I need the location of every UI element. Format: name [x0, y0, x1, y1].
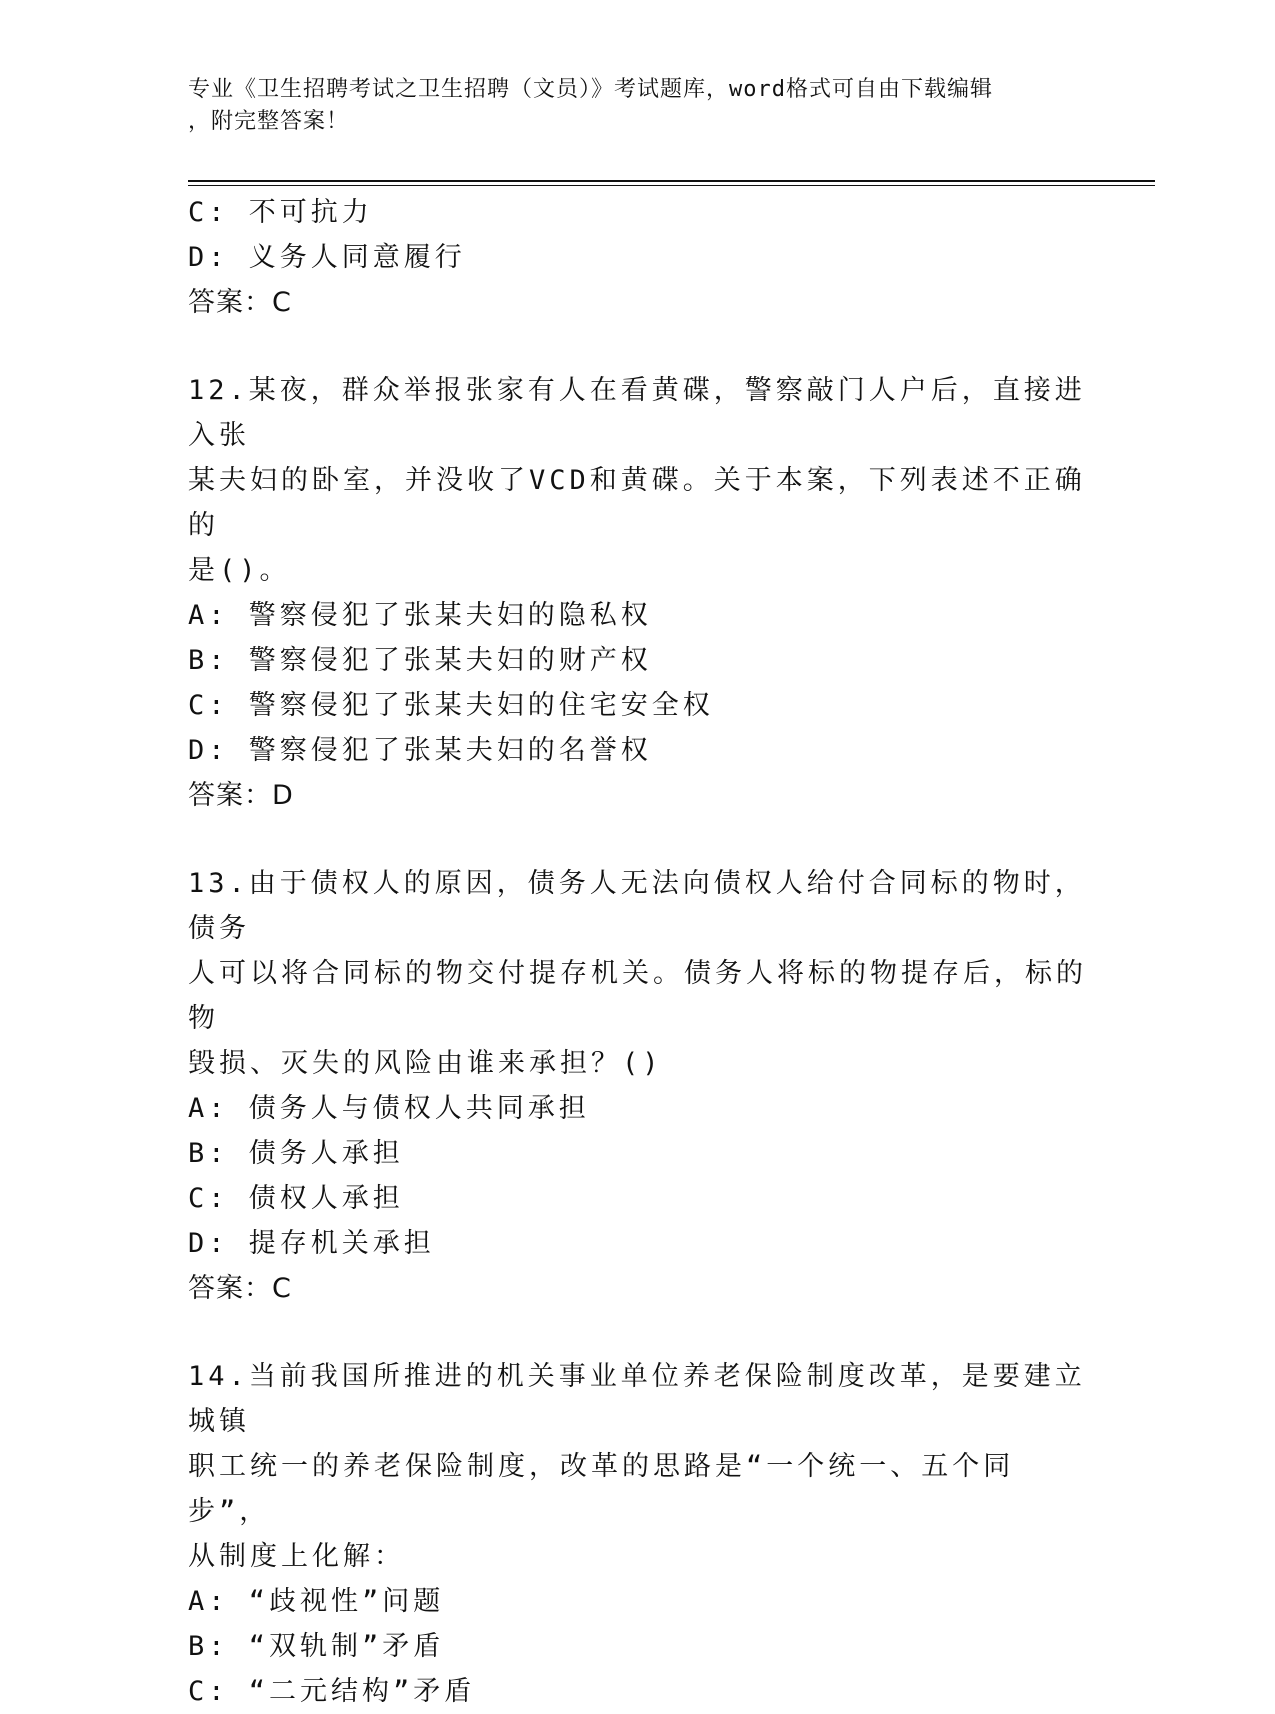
- previous-question-tail: [188, 190, 1088, 325]
- option-d: D: 警察侵犯了张某夫妇的名誉权: [188, 735, 652, 766]
- question-text-line: 14.当前我国所推进的机关事业单位养老保险制度改革，是要建立城镇: [188, 1361, 1086, 1437]
- question-text-line: 职工统一的养老保险制度，改革的思路是“一个统一、五个同步”，: [188, 1451, 1015, 1527]
- option-a: A: “歧视性”问题: [188, 1586, 445, 1617]
- option-c: C: 债权人承担: [188, 1183, 404, 1214]
- option-a: A: 债务人与债权人共同承担: [188, 1093, 590, 1124]
- question-text-line: 是()。: [188, 555, 291, 586]
- question-text-line: 13.由于债权人的原因，债务人无法向债权人给付合同标的物时，债务: [188, 868, 1086, 944]
- header-line-2: ，附完整答案！: [188, 109, 350, 134]
- question-14: [188, 1354, 1088, 1714]
- header-divider-thick: [188, 180, 1155, 182]
- question-text-line: 从制度上化解：: [188, 1541, 405, 1572]
- question-text-line: 毁损、灭失的风险由谁来承担？(): [188, 1048, 663, 1079]
- answer: 答案：C: [188, 287, 292, 318]
- answer: 答案：C: [188, 1273, 292, 1304]
- question-text-line: 某夫妇的卧室，并没收了VCD和黄碟。关于本案，下列表述不正确的: [188, 465, 1086, 541]
- question-12: [188, 368, 1088, 818]
- page-header: [188, 74, 1088, 138]
- question-text-line: 12.某夜，群众举报张家有人在看黄碟，警察敲门人户后，直接进入张: [188, 375, 1086, 451]
- option-a: A: 警察侵犯了张某夫妇的隐私权: [188, 600, 652, 631]
- option-d: D: 义务人同意履行: [188, 242, 466, 273]
- header-line-1: 专业《卫生招聘考试之卫生招聘（文员）》考试题库，word格式可自由下载编辑: [188, 77, 993, 102]
- option-c: C: “二元结构”矛盾: [188, 1676, 476, 1707]
- answer: 答案：D: [188, 780, 294, 811]
- question-text-line: 人可以将合同标的物交付提存机关。债务人将标的物提存后，标的物: [188, 958, 1087, 1034]
- option-c: C: 不可抗力: [188, 197, 373, 228]
- option-b: B: “双轨制”矛盾: [188, 1631, 445, 1662]
- option-c: C: 警察侵犯了张某夫妇的住宅安全权: [188, 690, 714, 721]
- option-d: D: 提存机关承担: [188, 1228, 435, 1259]
- option-b: B: 债务人承担: [188, 1138, 404, 1169]
- option-b: B: 警察侵犯了张某夫妇的财产权: [188, 645, 652, 676]
- header-divider-thin: [188, 185, 1155, 186]
- question-13: [188, 861, 1088, 1311]
- document-body: [188, 190, 1088, 1714]
